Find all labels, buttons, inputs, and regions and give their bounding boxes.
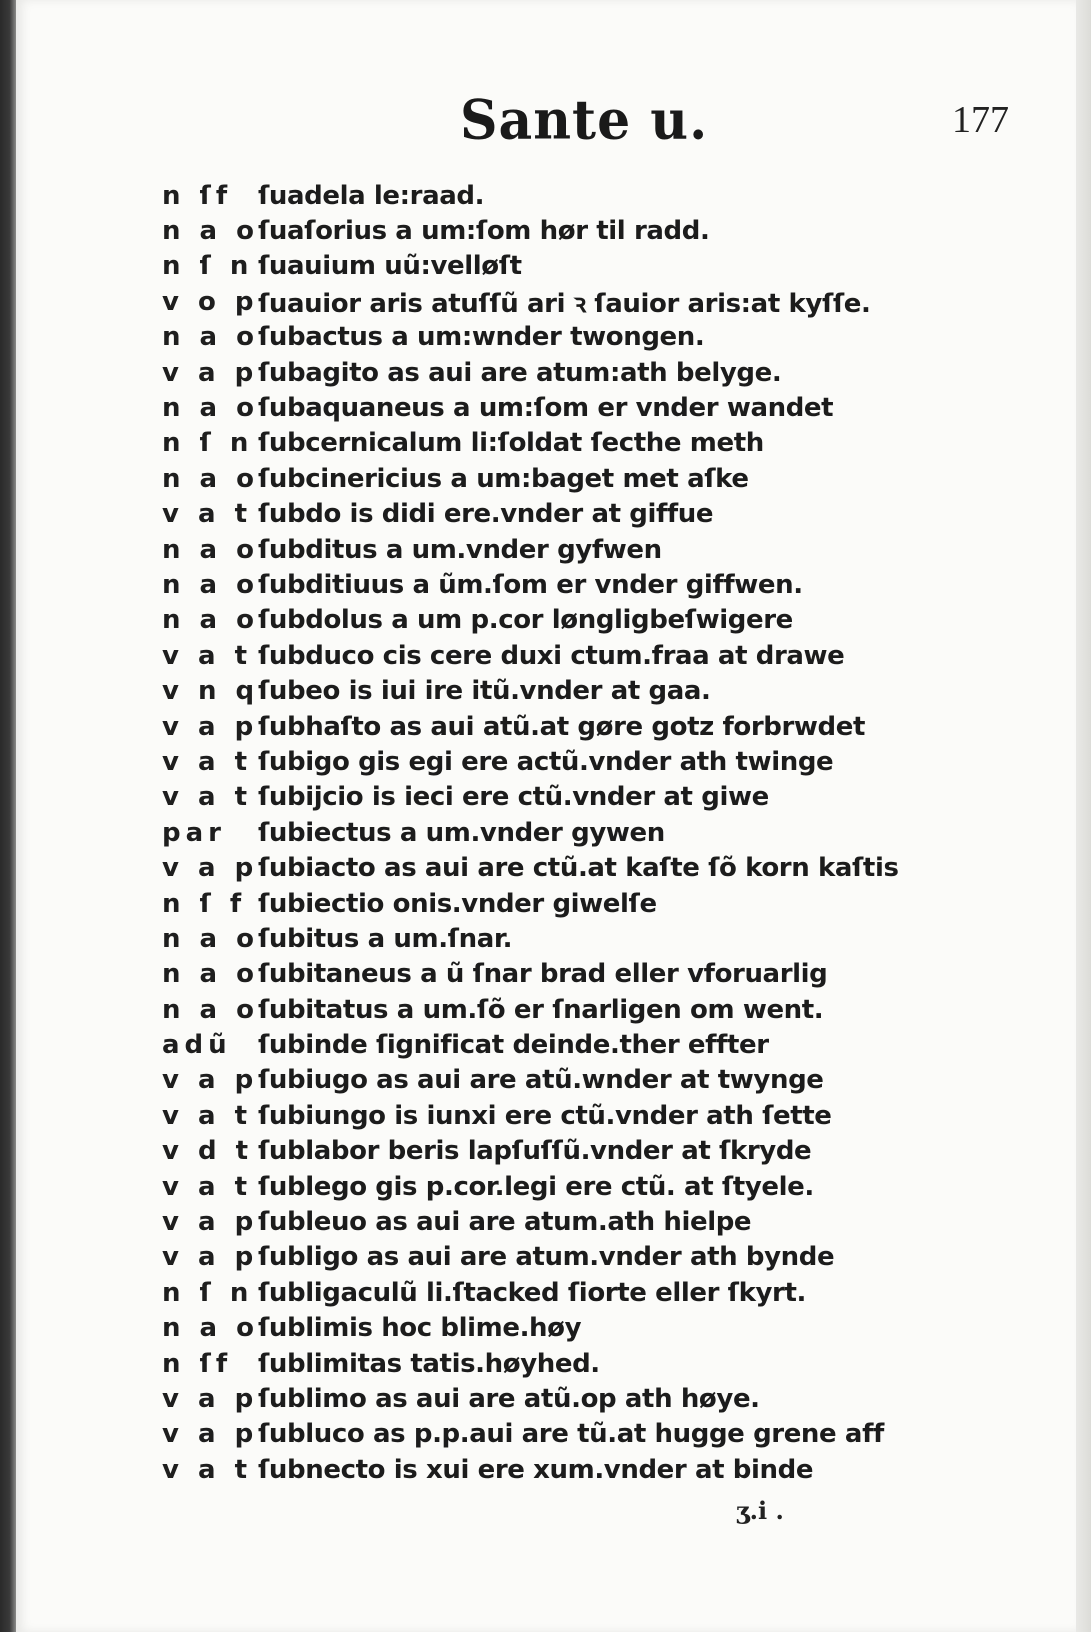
grammar-code: n a o bbox=[162, 534, 260, 565]
entry-text: ſubluco as p.p.aui are tũ.at hugge grene aff bbox=[258, 1419, 884, 1450]
grammar-code: v o p bbox=[162, 286, 259, 317]
grammar-code: n ſf bbox=[162, 1348, 233, 1379]
entry-text: ſubduco cis cere duxi ctum.fraa at drawe bbox=[258, 640, 845, 671]
dictionary-entry bbox=[162, 815, 952, 850]
entry-text: ſubactus a um:wnder twongen. bbox=[258, 322, 705, 353]
grammar-code: v a t bbox=[162, 746, 253, 777]
grammar-code: v a t bbox=[162, 1100, 253, 1131]
dictionary-entry bbox=[162, 213, 952, 248]
entry-text: ſuadela le:raad. bbox=[258, 180, 485, 211]
dictionary-entry bbox=[162, 1134, 952, 1169]
grammar-code: n a o bbox=[162, 322, 260, 353]
entry-text: ſubhaſto as aui atũ.at gøre gotz forbrwdet bbox=[258, 711, 866, 742]
grammar-code: n a o bbox=[162, 216, 260, 247]
grammar-code: v a t bbox=[162, 1171, 253, 1202]
grammar-code: v n q bbox=[162, 676, 260, 707]
dictionary-entry bbox=[162, 921, 952, 956]
grammar-code: v a p bbox=[162, 1207, 259, 1238]
entry-text: ſubnecto is xui ere xum.vnder at binde bbox=[258, 1454, 814, 1485]
grammar-code: n a o bbox=[162, 1313, 260, 1344]
grammar-code: n a o bbox=[162, 923, 260, 954]
entry-text: ſubigo gis egi ere actũ.vnder ath twinge bbox=[258, 746, 834, 777]
dictionary-entry bbox=[162, 1275, 952, 1310]
dictionary-entry bbox=[162, 567, 952, 602]
entry-text: ſubinde ſignificat deinde.ther effter bbox=[258, 1030, 769, 1061]
grammar-code: v a t bbox=[162, 1454, 253, 1485]
grammar-code: n ſ f bbox=[162, 888, 247, 919]
grammar-code: n ſ n bbox=[162, 1277, 254, 1308]
dictionary-entry bbox=[162, 638, 952, 673]
entry-text: ſubagito as aui are atum:ath belyge. bbox=[258, 357, 782, 388]
dictionary-entry bbox=[162, 780, 952, 815]
entry-text: ſublego gis p.cor.legi ere ctũ. at ſtyele. bbox=[258, 1171, 814, 1202]
dictionary-entry bbox=[162, 1452, 952, 1487]
dictionary-entry bbox=[162, 673, 952, 708]
dictionary-entry bbox=[162, 1169, 952, 1204]
dictionary-entry bbox=[162, 992, 952, 1027]
entry-text: ſublimitas tatis.høyhed. bbox=[258, 1348, 600, 1379]
entry-text: ſubaquaneus a um:ſom er vnder wandet bbox=[258, 393, 834, 424]
entry-text: ſubiungo is iunxi ere ctũ.vnder ath ſette bbox=[258, 1100, 832, 1131]
entry-text: ſublimis hoc blime.høy bbox=[258, 1313, 582, 1344]
dictionary-entry bbox=[162, 532, 952, 567]
grammar-code: n ſf bbox=[162, 180, 233, 211]
dictionary-entry bbox=[162, 1311, 952, 1346]
grammar-code: v a p bbox=[162, 853, 259, 884]
entry-text: ſubitaneus a ũ ſnar brad eller vforuarlig bbox=[258, 959, 828, 990]
dictionary-entry bbox=[162, 284, 952, 319]
entry-text: ſubitatus a um.ſõ er ſnarligen om went. bbox=[258, 994, 824, 1025]
entry-text: ſuaſorius a um:ſom hør til radd. bbox=[258, 216, 710, 247]
dictionary-entry bbox=[162, 1098, 952, 1133]
dictionary-entry bbox=[162, 744, 952, 779]
entry-text: ſubitus a um.ſnar. bbox=[258, 923, 513, 954]
entry-text: ſubiectio onis.vnder giwelſe bbox=[258, 888, 657, 919]
dictionary-entry bbox=[162, 1204, 952, 1239]
dictionary-entries bbox=[162, 178, 952, 1487]
page-edge bbox=[1076, 0, 1091, 1632]
grammar-code: n a o bbox=[162, 959, 260, 990]
page-number: 177 bbox=[952, 99, 1009, 141]
grammar-code: par bbox=[162, 817, 226, 848]
grammar-code: v a p bbox=[162, 711, 259, 742]
dictionary-entry bbox=[162, 178, 952, 213]
dictionary-entry bbox=[162, 461, 952, 496]
entry-text: ſubdolus a um p.cor løngligbeſwigere bbox=[258, 605, 793, 636]
grammar-code: v a p bbox=[162, 1383, 259, 1414]
grammar-code: v a t bbox=[162, 640, 253, 671]
entry-text: ſubeo is iui ire itũ.vnder at gaa. bbox=[258, 676, 711, 707]
entry-text: ſuauior aris atuſſũ ari ꝛ ſauior aris:at kyſſe. bbox=[258, 288, 871, 319]
entry-text: ſublabor beris lapſuſſũ.vnder at ſkryde bbox=[258, 1136, 812, 1167]
entry-text: ſubditiuus a ũm.ſom er vnder giffwen. bbox=[258, 569, 803, 600]
entry-text: ſubdo is didi ere.vnder at giffue bbox=[258, 499, 714, 530]
dictionary-entry bbox=[162, 603, 952, 638]
dictionary-entry bbox=[162, 957, 952, 992]
entry-text: ſubiectus a um.vnder gywen bbox=[258, 817, 665, 848]
entry-text: ſubiacto as aui are ctũ.at kaſte ſõ korn kaſtis bbox=[258, 853, 899, 884]
grammar-code: v a t bbox=[162, 782, 253, 813]
signature-mark: ʒ.i . bbox=[736, 1496, 784, 1525]
entry-text: ſubligaculũ li.ſtacked ſiorte eller ſkyrt. bbox=[258, 1277, 806, 1308]
grammar-code: v a t bbox=[162, 499, 253, 530]
entry-text: ſubligo as aui are atum.vnder ath bynde bbox=[258, 1242, 835, 1273]
entry-text: ſubcernicalum li:ſoldat ſecthe meth bbox=[258, 428, 764, 459]
entry-text: ſubditus a um.vnder gyfwen bbox=[258, 534, 662, 565]
dictionary-entry bbox=[162, 320, 952, 355]
entry-text: ſubijcio is ieci ere ctũ.vnder at giwe bbox=[258, 782, 769, 813]
dictionary-entry bbox=[162, 497, 952, 532]
grammar-code: adũ bbox=[162, 1030, 232, 1061]
grammar-code: v d t bbox=[162, 1136, 254, 1167]
running-head: Sante u. bbox=[460, 88, 709, 153]
dictionary-entry bbox=[162, 1063, 952, 1098]
grammar-code: n a o bbox=[162, 605, 260, 636]
entry-text: ſuauium uũ:velløſt bbox=[258, 251, 522, 282]
dictionary-entry bbox=[162, 1381, 952, 1416]
dictionary-entry bbox=[162, 249, 952, 284]
book-gutter-shadow bbox=[0, 0, 16, 1632]
grammar-code: n a o bbox=[162, 569, 260, 600]
grammar-code: v a p bbox=[162, 1065, 259, 1096]
entry-text: ſublimo as aui are atũ.op ath høye. bbox=[258, 1383, 760, 1414]
dictionary-entry bbox=[162, 1346, 952, 1381]
dictionary-entry bbox=[162, 355, 952, 390]
grammar-code: v a p bbox=[162, 357, 259, 388]
entry-text: ſubcinericius a um:baget met aſke bbox=[258, 463, 749, 494]
dictionary-entry bbox=[162, 1240, 952, 1275]
dictionary-entry bbox=[162, 709, 952, 744]
page bbox=[16, 0, 1076, 1632]
dictionary-entry bbox=[162, 390, 952, 425]
grammar-code: n ſ n bbox=[162, 251, 254, 282]
grammar-code: n a o bbox=[162, 463, 260, 494]
dictionary-entry bbox=[162, 850, 952, 885]
entry-text: ſubleuo as aui are atum.ath hielpe bbox=[258, 1207, 752, 1238]
dictionary-entry bbox=[162, 1027, 952, 1062]
grammar-code: n a o bbox=[162, 393, 260, 424]
grammar-code: v a p bbox=[162, 1419, 259, 1450]
dictionary-entry bbox=[162, 426, 952, 461]
grammar-code: n ſ n bbox=[162, 428, 254, 459]
entry-text: ſubiugo as aui are atũ.wnder at twynge bbox=[258, 1065, 824, 1096]
dictionary-entry bbox=[162, 886, 952, 921]
dictionary-entry bbox=[162, 1417, 952, 1452]
grammar-code: n a o bbox=[162, 994, 260, 1025]
grammar-code: v a p bbox=[162, 1242, 259, 1273]
